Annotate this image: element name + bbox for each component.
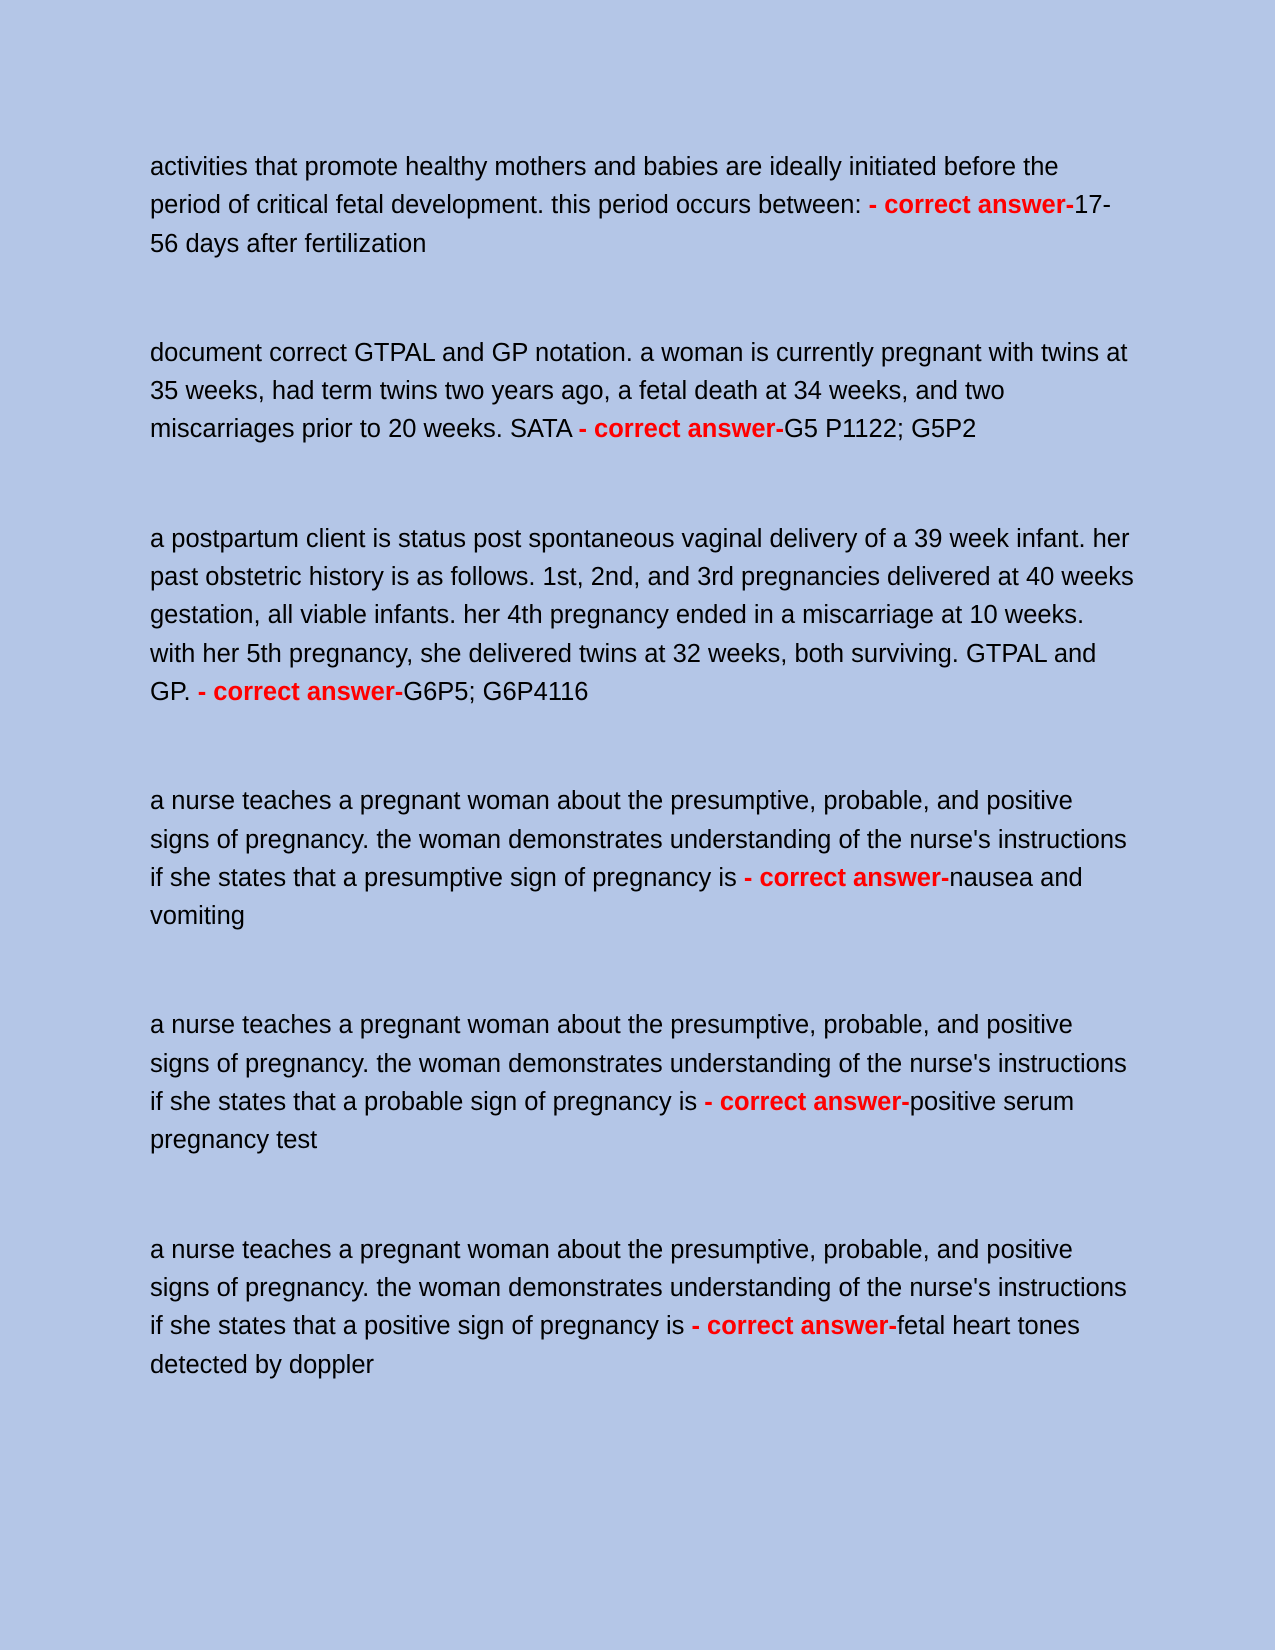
answer-text: 17-56 days after fertilization	[150, 191, 1111, 258]
correct-answer-marker: - correct answer-	[578, 415, 784, 444]
qa-item-1	[150, 148, 1135, 263]
correct-answer-marker: - correct answer-	[868, 191, 1075, 220]
question-text: a nurse teaches a pregnant woman about the presumptive, probable, and positive signs of pregnancy. the woman demonstrates understanding of the nurse's instructions if she states that a probable sign of pregnancy is	[150, 1011, 1127, 1117]
qa-item-4	[150, 782, 1135, 935]
question-text: a nurse teaches a pregnant woman about the presumptive, probable, and positive signs of pregnancy. the woman demonstrates understanding of the nurse's instructions if she states that a positive sign of pregnancy is	[150, 1235, 1127, 1341]
correct-answer-marker: - correct answer-	[197, 677, 404, 706]
answer-text: G5 P1122; G5P2	[783, 415, 977, 444]
correct-answer-marker: - correct answer-	[704, 1088, 910, 1117]
qa-item-6	[150, 1231, 1135, 1384]
answer-text: fetal heart tones detected by doppler	[150, 1312, 1080, 1379]
qa-item-5	[150, 1006, 1135, 1159]
question-text: a postpartum client is status post spontaneous vaginal delivery of a 39 week infant. her past obstetric history is as follows. 1st, 2nd, and 3rd pregnancies delivered at 40 weeks gestation, all viable infants. her 4th pregnancy ended in a miscarriage at 10 weeks. with her 5th pregnancy, she delivered twins at 32 weeks, both surviving. GTPAL and GP.	[150, 524, 1134, 706]
answer-text: nausea and vomiting	[150, 863, 1083, 931]
answer-text: G6P5; G6P4116	[403, 677, 589, 706]
qa-item-2	[150, 334, 1135, 449]
question-text: document correct GTPAL and GP notation. a woman is currently pregnant with twins at 35 weeks, had term twins two years ago, a fetal death at 34 weeks, and two miscarriages prior to 20 weeks. SATA	[150, 338, 1128, 444]
correct-answer-marker: - correct answer-	[691, 1312, 897, 1341]
qa-item-3	[150, 520, 1135, 711]
document-page	[150, 148, 1135, 1455]
answer-text: positive serum pregnancy test	[150, 1088, 1075, 1155]
correct-answer-marker: - correct answer-	[743, 863, 950, 892]
question-text: activities that promote healthy mothers and babies are ideally initiated before the period of critical fetal development. this period occurs between:	[150, 153, 1059, 220]
question-text: a nurse teaches a pregnant woman about the presumptive, probable, and positive signs of pregnancy. the woman demonstrates understanding of the nurse's instructions if she states that a presumptive sign of pregnancy is	[150, 787, 1127, 892]
